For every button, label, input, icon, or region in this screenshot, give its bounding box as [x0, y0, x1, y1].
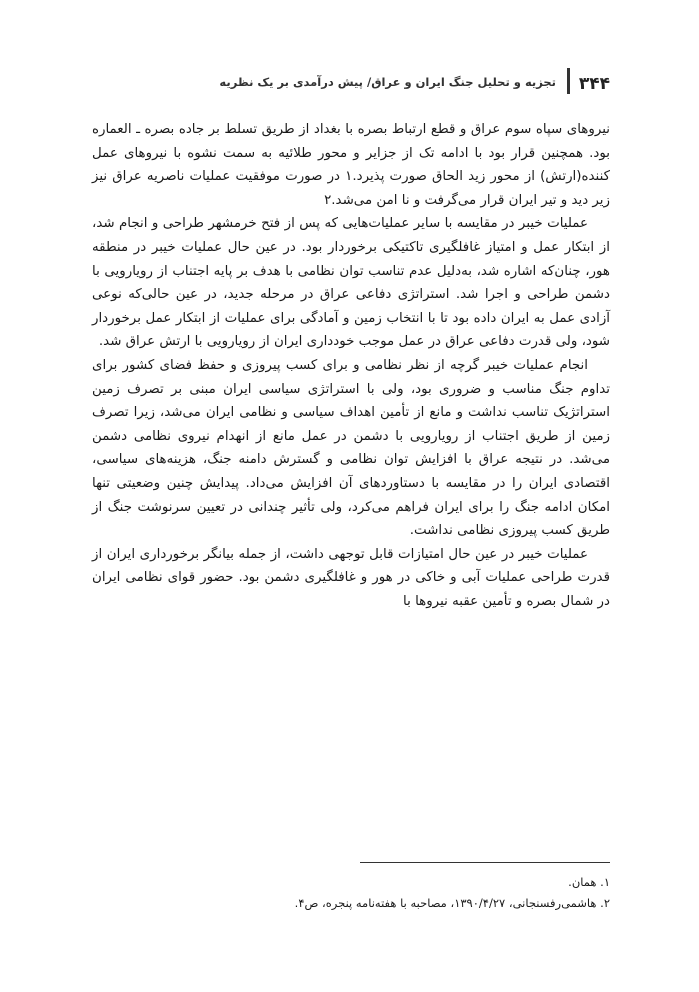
footnote-2: ۲. هاشمی‌رفسنجانی، ۱۳۹۰/۴/۲۷، مصاحبه با هفته‌نامه پنجره، ص۴.: [294, 896, 610, 910]
footnote-separator: [360, 862, 610, 863]
header-divider: [567, 68, 570, 94]
paragraph-3: انجام عملیات خیبر گرچه از نظر نظامی و برای کسب پیروزی و حفظ فضای کشور برای تداوم جنگ مناسب و ضروری بود، ولی با استراتژی سیاسی ایران مبنی بر تصرف زمین استراتژیک تناسب نداشت و مانع از تأمین اهداف سیاسی و نظامی ایران می‌شد، زیرا تصرف زمین از طریق اجتناب از رویارویی با دشمن در عمل مانع از انهدام نیروی نظامی دشمن می‌شد. در نتیجه عراق با افزایش توان نظامی و گسترش دامنه جنگ، هزینه‌های سیاسی، اقتصادی ایران را در مقایسه با دستاوردهای آن افزایش می‌داد. پیدایش چنین وضعیتی تنها امکان ادامه جنگ را برای ایران فراهم می‌کرد، ولی تأثیر چندانی در تعیین سرنوشت جنگ از طریق کسب پیروزی نظامی نداشت.: [92, 357, 610, 539]
body-text: [92, 118, 610, 613]
running-title: تجزیه و تحلیل جنگ ایران و عراق/ پیش درآمدی بر یک نظریه: [219, 75, 556, 89]
paragraph-1: نیروهای سپاه سوم عراق و قطع ارتباط بصره با بغداد از طریق تسلط بر جاده بصره ـ العماره بود. همچنین قرار بود با ادامه تک از جزایر و محور طلائیه به سمت نشوه با نیروهای عمل کننده(ارتش) از محور زید الحاق صورت پذیرد.۱ در صورت موفقیت عملیات ناصریه عراق نیز زیر دید و تیر ایران قرار می‌گرفت و نا امن می‌شد.۲: [92, 122, 611, 208]
paragraph-4: عملیات خیبر در عین حال امتیازات قابل توجهی داشت، از جمله بیانگر برخورداری ایران از قدرت طراحی عملیات آبی و خاکی در هور و غافلگیری دشمن بود. حضور قوای نظامی ایران در شمال بصره و تأمین عقبه نیروها با: [92, 546, 610, 609]
paragraph-2: عملیات خیبر در مقایسه با سایر عملیات‌هایی که پس از فتح خرمشهر طراحی و انجام شد، از ابتکار عمل و امتیاز غافلگیری تاکتیکی برخوردار بود. در عین حال عملیات خیبر در منطقه هور، چنان‌که اشاره شد، به‌دلیل عدم تناسب توان نظامی با هدف بر پایه اجتناب از رویارویی با دشمن طراحی و اجرا شد. استراتژی دفاعی عراق در مرحله جدید، در عین حالی‌که نوعی آزادی عمل به ایران داده بود تا با انتخاب زمین و آمادگی برای عملیات از ابتکار عمل برخوردار شود، ولی قدرت دفاعی عراق در عمل موجب خودداری ایران از رویارویی با ارتش عراق شد.: [92, 216, 610, 350]
footnotes: [92, 872, 610, 914]
footnote-1: ۱. همان.: [568, 875, 610, 889]
page-number: ۳۴۴: [578, 74, 610, 94]
running-header: [92, 60, 610, 100]
